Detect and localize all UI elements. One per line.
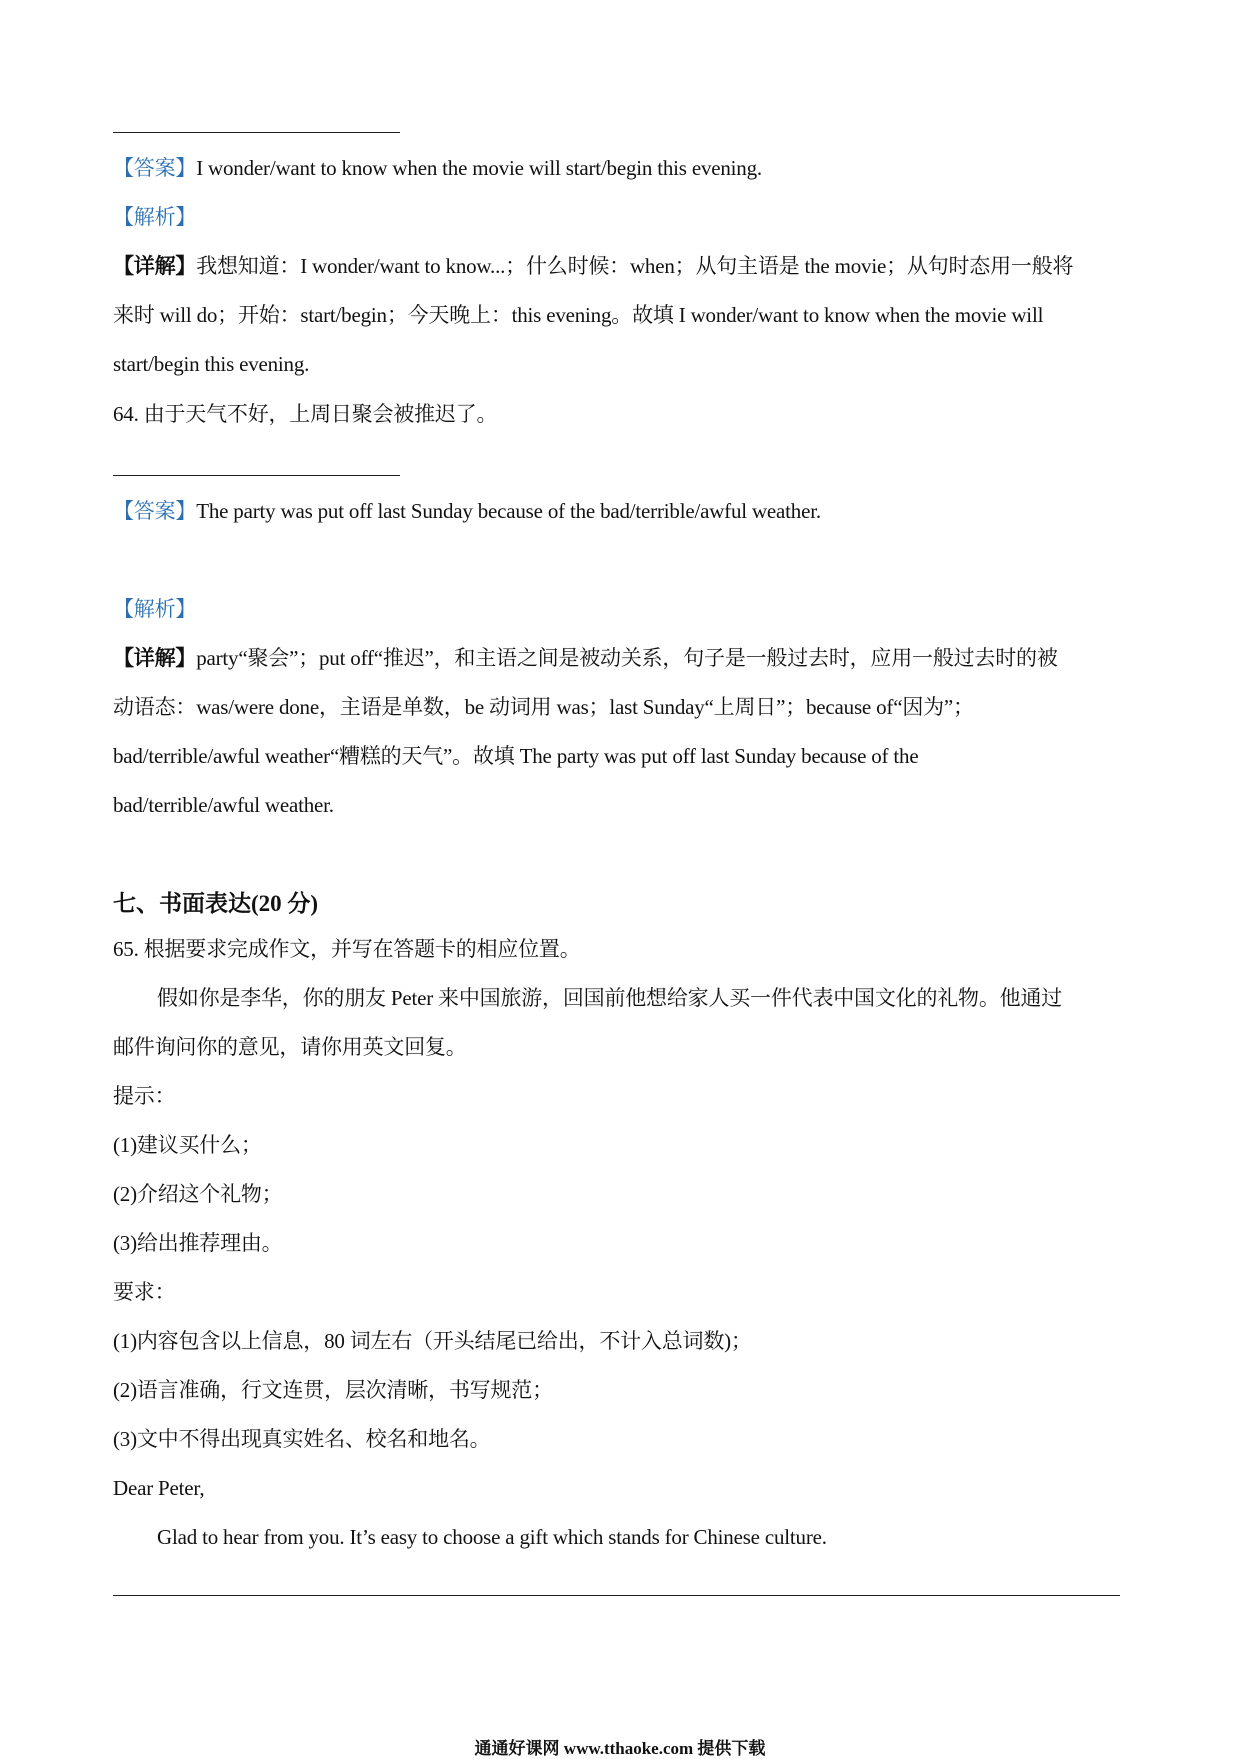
q65-question: 65. 根据要求完成作文，并写在答题卡的相应位置。	[113, 937, 581, 961]
hint-item: (2)介绍这个礼物；	[113, 1182, 283, 1206]
requirement-item: (2)语言准确，行文连贯，层次清晰，书写规范；	[113, 1378, 553, 1402]
q64-detail-line: bad/terrible/awful weather“糟糕的天气”。故填 The party was put off last Sunday because of the	[113, 744, 919, 768]
letter-opening: Glad to hear from you. It’s easy to choose a gift which stands for Chinese culture.	[157, 1525, 827, 1549]
q64-detail-line: 动语态：was/were done，主语是单数，be 动词用 was；last Sunday“上周日”；because of“因为”；	[113, 695, 974, 719]
answer-tag: 【答案】	[113, 499, 197, 523]
q65-prompt-line: 邮件询问你的意见，请你用英文回复。	[113, 1035, 467, 1059]
hint-item: (1)建议买什么；	[113, 1133, 262, 1157]
detail-tag: 【详解】	[113, 254, 197, 278]
section-heading: 七、书面表达(20 分)	[113, 891, 319, 916]
q65-prompt-line: 假如你是李华，你的朋友 Peter 来中国旅游，回国前他想给家人买一件代表中国文化的礼物。他通过	[157, 986, 1063, 1010]
detail-tag: 【详解】	[113, 646, 197, 670]
q63-detail-line: start/begin this evening.	[113, 352, 310, 376]
q63-detail-line: 来时 will do；开始：start/begin；今天晚上：this evening。故填 I wonder/want to know when the movie will	[113, 303, 1044, 327]
answer-blank-line	[113, 132, 400, 133]
q64-question: 64. 由于天气不好，上周日聚会被推迟了。	[113, 402, 498, 426]
analysis-tag: 【解析】	[113, 205, 197, 229]
q63-analysis	[113, 203, 196, 231]
answer-tag: 【答案】	[113, 156, 197, 180]
answer-blank-line	[113, 475, 400, 476]
answer-text: I wonder/want to know when the movie will start/begin this evening.	[196, 156, 762, 180]
analysis-tag: 【解析】	[113, 597, 197, 621]
q63-detail-line: 【详解】我想知道：I wonder/want to know...；什么时候：when；从句主语是 the movie；从句时态用一般将	[113, 254, 1074, 278]
page-footer: 通通好课网 www.tthaoke.com 提供下载	[474, 1739, 766, 1758]
hint-item: (3)给出推荐理由。	[113, 1231, 283, 1255]
q63-answer	[113, 154, 762, 182]
requirement-item: (3)文中不得出现真实姓名、校名和地名。	[113, 1427, 491, 1451]
answer-text: The party was put off last Sunday because of the bad/terrible/awful weather.	[196, 499, 821, 523]
requirement-item: (1)内容包含以上信息，80 词左右（开头结尾已给出，不计入总词数)；	[113, 1329, 752, 1353]
hints-label: 提示：	[113, 1084, 176, 1108]
q64-detail-line: bad/terrible/awful weather.	[113, 793, 334, 817]
q64-detail-line: 【详解】party“聚会”；put off“推迟”，和主语之间是被动关系，句子是一般过去时，应用一般过去时的被	[113, 646, 1058, 670]
writing-line	[113, 1595, 1120, 1596]
requirements-label: 要求：	[113, 1280, 176, 1304]
letter-salutation: Dear Peter,	[113, 1476, 205, 1500]
q64-analysis	[113, 595, 196, 623]
q64-answer	[113, 497, 821, 525]
